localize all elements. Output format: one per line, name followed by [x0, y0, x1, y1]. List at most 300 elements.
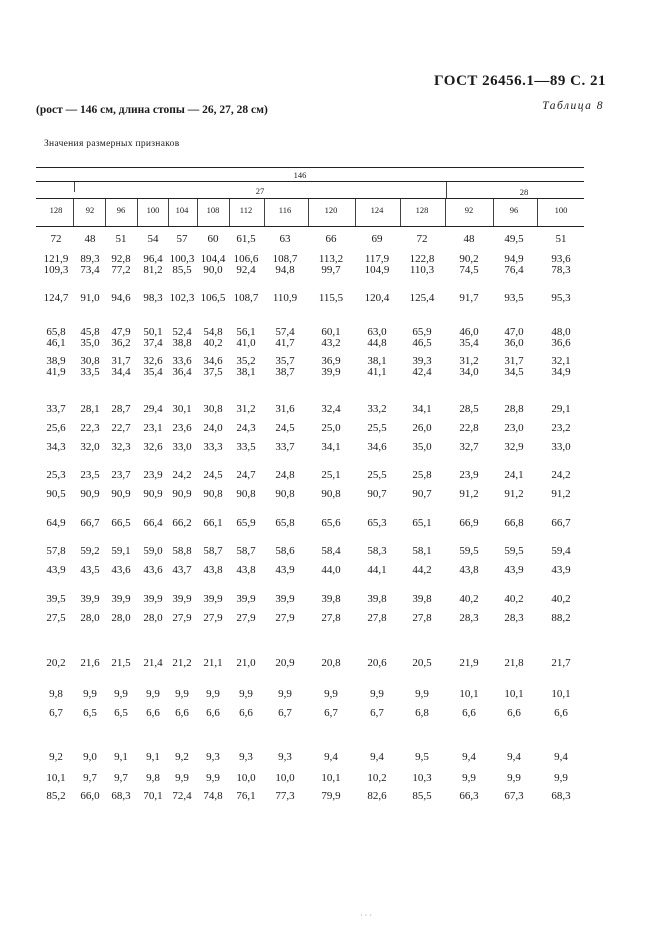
table-cell	[507, 752, 521, 763]
cell-value: 39,3	[412, 355, 432, 367]
table-cell	[80, 404, 99, 415]
table-cell	[46, 658, 65, 669]
table-cell	[206, 773, 220, 784]
table-cell	[236, 356, 255, 378]
cell-value: 63,0	[367, 326, 387, 338]
cell-value: 65,9	[236, 517, 256, 529]
cell-value: 51	[555, 233, 567, 245]
table-cell	[111, 254, 130, 276]
column-separator	[229, 199, 230, 226]
column-separator	[400, 199, 401, 226]
table-cell	[504, 594, 523, 605]
cell-value: 54,8	[203, 326, 223, 338]
cell-value: 21,8	[504, 657, 524, 669]
column-separator	[308, 199, 309, 226]
cell-value: 124,7	[43, 292, 69, 304]
cell-value: 65,3	[367, 517, 387, 529]
cell-value: 35,0	[412, 441, 432, 453]
table-cell	[372, 234, 383, 245]
cell-value: 42,4	[412, 366, 432, 378]
cell-value: 67,3	[504, 790, 524, 802]
table-cell	[412, 791, 431, 802]
table-cell	[280, 234, 291, 245]
cell-value: 38,7	[275, 366, 295, 378]
table-cell	[175, 689, 189, 700]
cell-value: 66,1	[203, 517, 223, 529]
cell-value: 27,9	[203, 612, 223, 624]
cell-value: 9,0	[83, 751, 97, 763]
cell-value: 36,4	[172, 366, 192, 378]
cell-value: 93,6	[551, 253, 571, 265]
table-cell	[504, 356, 523, 378]
cell-value: 32,9	[504, 441, 524, 453]
table-cell	[46, 489, 65, 500]
table-cell	[111, 613, 130, 624]
table-cell	[111, 327, 130, 349]
cell-value: 6,6	[206, 707, 220, 719]
cell-value: 26,0	[412, 422, 432, 434]
cell-value: 34,9	[551, 366, 571, 378]
cell-value: 6,5	[114, 707, 128, 719]
table-cell	[203, 518, 222, 529]
column-separator	[537, 199, 538, 226]
cell-value: 6,7	[324, 707, 338, 719]
group-label-foot-28: 28	[519, 187, 529, 197]
cell-value: 46,5	[412, 337, 432, 349]
table-cell	[551, 356, 570, 378]
table-cell	[459, 613, 478, 624]
table-cell	[365, 293, 390, 304]
column-header: 96	[116, 205, 126, 215]
cell-value: 39,9	[143, 593, 163, 605]
table-cell	[367, 470, 386, 481]
cell-value: 32,0	[80, 441, 100, 453]
cell-value: 65,8	[275, 517, 295, 529]
cell-value: 91,7	[459, 292, 479, 304]
table-rule-header-bottom	[36, 226, 584, 227]
cell-value: 10,0	[236, 772, 256, 784]
table-cell	[236, 773, 255, 784]
cell-value: 27,8	[412, 612, 432, 624]
cell-value: 98,3	[143, 292, 163, 304]
cell-value: 21,1	[203, 657, 223, 669]
table-cell	[236, 470, 255, 481]
cell-value: 9,7	[83, 772, 97, 784]
cell-value: 21,5	[111, 657, 131, 669]
cell-value: 122,8	[409, 253, 435, 265]
cell-value: 6,6	[462, 707, 476, 719]
cell-value: 33,3	[203, 441, 223, 453]
cell-value: 61,5	[236, 233, 256, 245]
cell-value: 66	[325, 233, 337, 245]
cell-value: 76,1	[236, 790, 256, 802]
table-cell	[504, 489, 523, 500]
cell-value: 39,9	[172, 593, 192, 605]
table-cell	[459, 546, 478, 557]
table-cell	[175, 773, 189, 784]
table-cell	[367, 356, 386, 378]
table-cell	[367, 546, 386, 557]
cell-value: 58,7	[203, 545, 223, 557]
cell-value: 31,7	[111, 355, 131, 367]
cell-value: 57	[176, 233, 188, 245]
cell-value: 20,5	[412, 657, 432, 669]
group-label-foot-27: 27	[255, 186, 265, 196]
cell-value: 46,1	[46, 337, 66, 349]
cell-value: 68,3	[111, 790, 131, 802]
cell-value: 9,9	[507, 772, 521, 784]
table-cell	[111, 489, 130, 500]
cell-value: 56,1	[236, 326, 256, 338]
cell-value: 6,7	[278, 707, 292, 719]
cell-value: 9,4	[507, 751, 521, 763]
table-cell	[44, 254, 69, 276]
cell-value: 108,7	[272, 253, 298, 265]
cell-value: 38,1	[367, 355, 387, 367]
cell-value: 32,7	[459, 441, 479, 453]
cell-value: 28,3	[504, 612, 524, 624]
table-cell	[321, 565, 340, 576]
cell-value: 31,7	[504, 355, 524, 367]
table-cell	[554, 708, 568, 719]
table-cell	[111, 658, 130, 669]
table-cell	[275, 518, 294, 529]
cell-value: 108,7	[233, 292, 259, 304]
table-cell	[324, 689, 338, 700]
cell-value: 78,3	[551, 264, 571, 276]
table-cell	[551, 791, 570, 802]
table-cell	[459, 791, 478, 802]
cell-value: 66,2	[172, 517, 192, 529]
table-cell	[172, 594, 191, 605]
cell-value: 10,1	[459, 688, 479, 700]
cell-value: 65,1	[412, 517, 432, 529]
table-cell	[111, 442, 130, 453]
table-cell	[146, 773, 160, 784]
table-cell	[551, 565, 570, 576]
cell-value: 29,1	[551, 403, 571, 415]
cell-value: 43,8	[203, 564, 223, 576]
table-cell	[143, 518, 162, 529]
table-cell	[412, 594, 431, 605]
table-cell	[551, 613, 570, 624]
table-cell	[370, 752, 384, 763]
cell-value: 9,2	[49, 751, 63, 763]
cell-value: 9,9	[324, 688, 338, 700]
table-cell	[80, 254, 99, 276]
cell-value: 9,3	[239, 751, 253, 763]
cell-value: 90,8	[236, 488, 256, 500]
table-cell	[275, 791, 294, 802]
cell-value: 91,2	[459, 488, 479, 500]
cell-value: 30,8	[80, 355, 100, 367]
table-cell	[236, 489, 255, 500]
table-cell	[462, 773, 476, 784]
cell-value: 28,3	[459, 612, 479, 624]
table-cell	[143, 423, 162, 434]
cell-value: 25,8	[412, 469, 432, 481]
table-cell	[236, 594, 255, 605]
table-cell	[46, 470, 65, 481]
cell-value: 24,7	[236, 469, 256, 481]
table-cell	[367, 565, 386, 576]
table-cell	[206, 752, 220, 763]
cell-value: 58,8	[172, 545, 192, 557]
cell-value: 32,4	[321, 403, 341, 415]
cell-value: 58,1	[412, 545, 432, 557]
cell-value: 48	[84, 233, 96, 245]
cell-value: 33,7	[46, 403, 66, 415]
cell-value: 117,9	[364, 253, 390, 265]
table-cell	[80, 327, 99, 349]
table-cell	[80, 423, 99, 434]
column-header: 100	[146, 205, 160, 215]
footer-mark: · · ·	[360, 911, 372, 920]
table-cell	[172, 658, 191, 669]
table-cell	[234, 254, 259, 276]
cell-value: 76,4	[504, 264, 524, 276]
table-cell	[46, 442, 65, 453]
cell-value: 58,6	[275, 545, 295, 557]
table-cell	[172, 613, 191, 624]
table-cell	[172, 327, 191, 349]
table-cell	[551, 546, 570, 557]
table-subtitle: (рост — 146 см, длина стопы — 26, 27, 28 см)	[36, 104, 268, 116]
cell-value: 70,1	[143, 790, 163, 802]
table-cell	[412, 442, 431, 453]
cell-value: 85,5	[172, 264, 192, 276]
table-cell	[46, 791, 65, 802]
cell-value: 28,1	[80, 403, 100, 415]
table-cell	[80, 594, 99, 605]
cell-value: 21,6	[80, 657, 100, 669]
table-cell	[80, 791, 99, 802]
cell-value: 37,5	[203, 366, 223, 378]
table-cell	[80, 613, 99, 624]
cell-value: 39,9	[321, 366, 341, 378]
cell-value: 90,9	[111, 488, 131, 500]
table-cell	[206, 708, 220, 719]
table-cell	[203, 470, 222, 481]
table-cell	[234, 293, 259, 304]
table-cell	[459, 404, 478, 415]
cell-value: 41,9	[46, 366, 66, 378]
table-cell	[321, 773, 340, 784]
cell-value: 27,8	[367, 612, 387, 624]
cell-value: 66,8	[504, 517, 524, 529]
column-header: 96	[509, 205, 519, 215]
cell-value: 41,7	[275, 337, 295, 349]
table-cell	[459, 442, 478, 453]
table-cell	[46, 546, 65, 557]
table-cell	[203, 489, 222, 500]
table-cell	[148, 234, 159, 245]
cell-value: 125,4	[409, 292, 435, 304]
cell-value: 89,3	[80, 253, 100, 265]
cell-value: 58,4	[321, 545, 341, 557]
cell-value: 22,8	[459, 422, 479, 434]
table-cell	[203, 327, 222, 349]
table-cell	[275, 489, 294, 500]
cell-value: 9,3	[206, 751, 220, 763]
cell-value: 9,9	[175, 772, 189, 784]
table-cell	[319, 254, 343, 276]
cell-value: 23,0	[504, 422, 524, 434]
table-cell	[462, 752, 476, 763]
cell-value: 32,1	[551, 355, 571, 367]
cell-value: 9,4	[370, 751, 384, 763]
table-cell	[504, 689, 523, 700]
cell-value: 9,9	[554, 772, 568, 784]
cell-value: 66,7	[551, 517, 571, 529]
cell-value: 59,4	[551, 545, 571, 557]
table-cell	[175, 752, 189, 763]
cell-value: 43,9	[551, 564, 571, 576]
table-cell	[417, 234, 428, 245]
table-cell	[143, 327, 162, 349]
cell-value: 66,9	[459, 517, 479, 529]
cell-value: 9,9	[206, 688, 220, 700]
cell-value: 43,8	[236, 564, 256, 576]
cell-value: 94,6	[111, 292, 131, 304]
cell-value: 32,3	[111, 441, 131, 453]
cell-value: 24,1	[504, 469, 524, 481]
table-cell	[412, 327, 431, 349]
table-cell	[146, 708, 160, 719]
table-cell	[80, 442, 99, 453]
cell-value: 66,3	[459, 790, 479, 802]
table-cell	[412, 518, 431, 529]
cell-value: 38,1	[236, 366, 256, 378]
cell-value: 90,9	[143, 488, 163, 500]
table-cell	[367, 489, 386, 500]
cell-value: 59,5	[459, 545, 479, 557]
table-cell	[143, 658, 162, 669]
table-cell	[412, 470, 431, 481]
table-cell	[46, 565, 65, 576]
table-cell	[172, 442, 191, 453]
cell-value: 66,4	[143, 517, 163, 529]
cell-value: 72	[416, 233, 428, 245]
table-cell	[412, 423, 431, 434]
cell-value: 9,9	[175, 688, 189, 700]
cell-value: 59,2	[80, 545, 100, 557]
table-cell	[459, 293, 478, 304]
cell-value: 100,3	[169, 253, 195, 265]
cell-value: 9,9	[146, 688, 160, 700]
cell-value: 90,7	[412, 488, 432, 500]
cell-value: 25,5	[367, 422, 387, 434]
table-cell	[49, 689, 63, 700]
cell-value: 44,1	[367, 564, 387, 576]
cell-value: 66,0	[80, 790, 100, 802]
cell-value: 43,8	[459, 564, 479, 576]
cell-value: 33,6	[172, 355, 192, 367]
table-cell	[462, 708, 476, 719]
cell-value: 52,4	[172, 326, 192, 338]
cell-value: 35,4	[459, 337, 479, 349]
table-cell	[410, 293, 435, 304]
column-separator	[105, 199, 106, 226]
table-cell	[236, 234, 255, 245]
table-cell	[321, 356, 340, 378]
table-cell	[556, 234, 567, 245]
table-cell	[551, 489, 570, 500]
table-cell	[415, 689, 429, 700]
table-cell	[203, 356, 222, 378]
cell-value: 32,6	[143, 441, 163, 453]
table-cell	[203, 546, 222, 557]
cell-value: 27,9	[172, 612, 192, 624]
cell-value: 104,9	[364, 264, 390, 276]
table-cell	[236, 404, 255, 415]
table-cell	[504, 404, 523, 415]
cell-value: 43,5	[80, 564, 100, 576]
column-header: 128	[49, 205, 63, 215]
table-cell	[206, 689, 220, 700]
table-cell	[415, 752, 429, 763]
cell-value: 23,9	[459, 469, 479, 481]
table-cell	[143, 356, 162, 378]
table-caption: Значения размерных признаков	[44, 139, 180, 149]
table-cell	[504, 327, 523, 349]
column-header: 92	[85, 205, 95, 215]
cell-value: 39,8	[412, 593, 432, 605]
cell-value: 91,0	[80, 292, 100, 304]
table-cell	[172, 791, 191, 802]
cell-value: 10,1	[551, 688, 571, 700]
table-cell	[236, 442, 255, 453]
table-cell	[143, 546, 162, 557]
cell-value: 34,5	[504, 366, 524, 378]
cell-value: 28,8	[504, 403, 524, 415]
cell-value: 33,7	[275, 441, 295, 453]
cell-value: 90,9	[172, 488, 192, 500]
table-cell	[236, 518, 255, 529]
cell-value: 9,1	[146, 751, 160, 763]
table-cell	[170, 254, 195, 276]
cell-value: 9,8	[49, 688, 63, 700]
table-cell	[114, 708, 128, 719]
column-separator	[493, 199, 494, 226]
cell-value: 9,2	[175, 751, 189, 763]
cell-value: 77,2	[111, 264, 131, 276]
cell-value: 24,2	[551, 469, 571, 481]
cell-value: 6,8	[415, 707, 429, 719]
table-cell	[143, 594, 162, 605]
table-cell	[321, 470, 340, 481]
cell-value: 48	[463, 233, 475, 245]
cell-value: 59,5	[504, 545, 524, 557]
cell-value: 6,6	[146, 707, 160, 719]
cell-value: 66,5	[111, 517, 131, 529]
table-cell	[459, 594, 478, 605]
table-cell	[83, 773, 97, 784]
cell-value: 23,7	[111, 469, 131, 481]
table-cell	[111, 470, 130, 481]
table-cell	[410, 254, 435, 276]
table-cell	[321, 327, 340, 349]
table-cell	[275, 327, 294, 349]
table-cell	[46, 773, 65, 784]
cell-value: 39,9	[275, 593, 295, 605]
cell-value: 33,0	[551, 441, 571, 453]
table-cell	[275, 658, 294, 669]
cell-value: 90,0	[203, 264, 223, 276]
cell-value: 23,6	[172, 422, 192, 434]
table-cell	[551, 658, 570, 669]
table-cell	[111, 423, 130, 434]
